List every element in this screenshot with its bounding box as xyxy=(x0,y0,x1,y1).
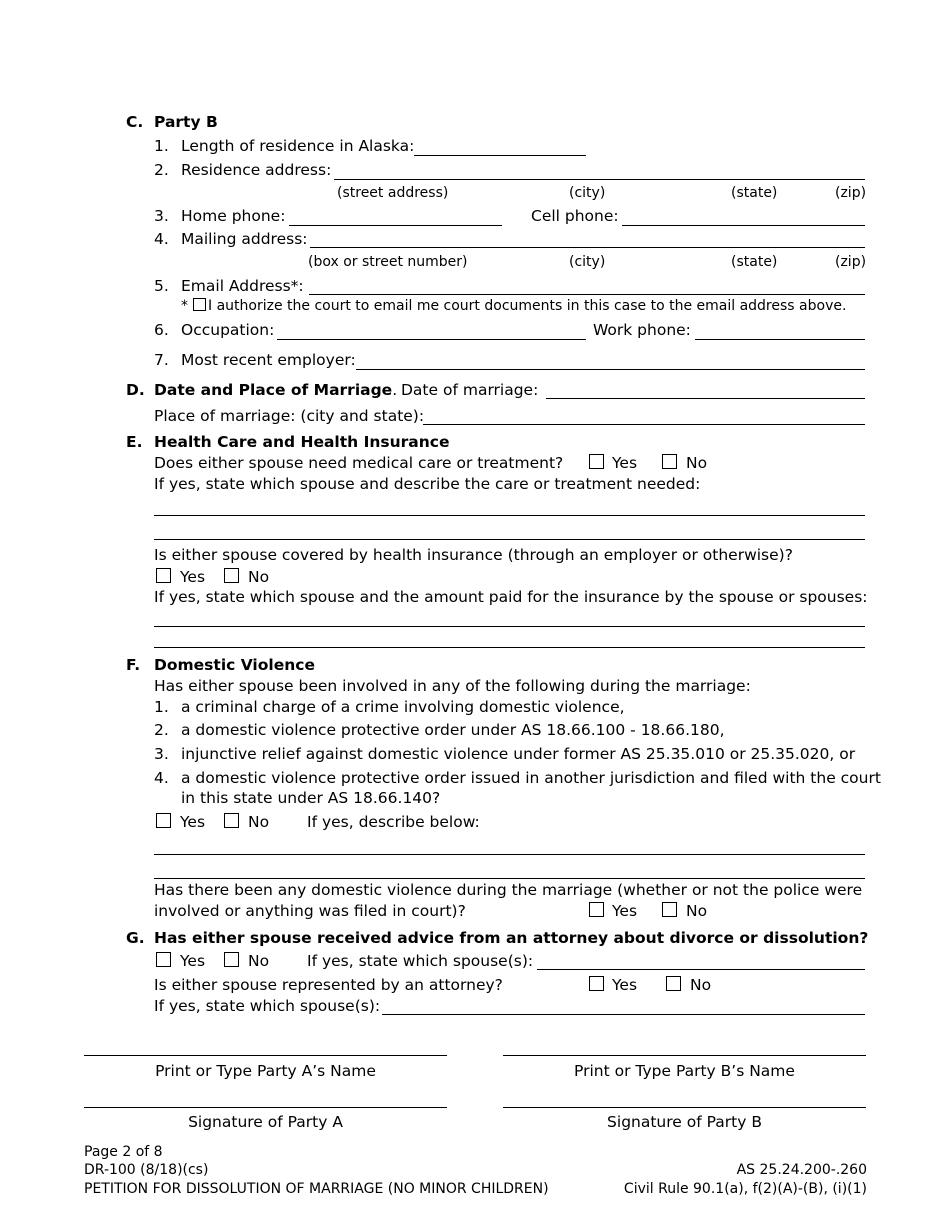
employer-field[interactable] xyxy=(356,369,865,370)
email-consent-checkbox[interactable] xyxy=(193,298,206,311)
insurance-detail-line[interactable] xyxy=(154,647,865,648)
marriage-date-field[interactable] xyxy=(546,398,865,399)
attorney-represented-question: Is either spouse represented by an attorney? xyxy=(154,976,503,994)
party-b-signature-line[interactable] xyxy=(503,1107,866,1108)
item-number: 3. xyxy=(154,745,169,763)
section-g-title: Has either spouse received advice from an attorney about divorce or dissolution? xyxy=(154,929,869,947)
represented-which-label: If yes, state which spouse(s): xyxy=(154,997,381,1015)
medical-care-detail-line[interactable] xyxy=(154,515,865,516)
item-number: 2. xyxy=(154,161,169,179)
party-a-signature-caption: Signature of Party A xyxy=(188,1113,343,1131)
insurance-detail-prompt: If yes, state which spouse and the amount paid for the insurance by the spouse or spouses: xyxy=(154,588,868,606)
email-field[interactable] xyxy=(309,294,865,295)
attorney-advice-no-checkbox[interactable] xyxy=(224,952,239,967)
section-d-period: . xyxy=(392,381,398,399)
no-label: No xyxy=(248,813,270,831)
yes-label: Yes xyxy=(180,568,206,586)
city-caption: (city) xyxy=(569,185,606,201)
represented-no-checkbox[interactable] xyxy=(666,976,681,991)
medical-care-detail-line[interactable] xyxy=(154,539,865,540)
medical-care-yes-checkbox[interactable] xyxy=(589,454,604,469)
dv-describe-line[interactable] xyxy=(154,878,865,879)
yes-label: Yes xyxy=(612,976,638,994)
party-a-name-caption: Print or Type Party A’s Name xyxy=(155,1062,376,1080)
item-number: 1. xyxy=(154,137,169,155)
dv-no-checkbox[interactable] xyxy=(224,813,239,828)
marriage-date-label: Date of marriage: xyxy=(401,381,539,399)
item-number: 3. xyxy=(154,207,169,225)
item-number: 4. xyxy=(154,769,169,787)
dv-item-text: a criminal charge of a crime involving domestic violence, xyxy=(181,698,625,716)
street-address-caption: (street address) xyxy=(337,185,449,201)
zip-caption: (zip) xyxy=(835,254,867,270)
cell-phone-label: Cell phone: xyxy=(531,207,619,225)
occupation-label: Occupation: xyxy=(181,321,275,339)
no-label: No xyxy=(248,568,270,586)
rule-reference: Civil Rule 90.1(a), f(2)(A)-(B), (i)(1) xyxy=(623,1181,867,1197)
residence-length-label: Length of residence in Alaska: xyxy=(181,137,415,155)
item-number: 5. xyxy=(154,277,169,295)
insurance-no-checkbox[interactable] xyxy=(224,568,239,583)
mailing-address-label: Mailing address: xyxy=(181,230,308,248)
party-a-name-line[interactable] xyxy=(84,1055,447,1056)
insurance-yes-checkbox[interactable] xyxy=(156,568,171,583)
represented-which-field[interactable] xyxy=(382,1014,865,1015)
attorney-advice-which-label: If yes, state which spouse(s): xyxy=(307,952,534,970)
dv-marriage-no-checkbox[interactable] xyxy=(662,902,677,917)
section-e-letter: E. xyxy=(126,433,143,451)
dv-yes-checkbox[interactable] xyxy=(156,813,171,828)
consent-asterisk: * xyxy=(181,298,188,314)
form-number: DR-100 (8/18)(cs) xyxy=(84,1162,209,1178)
dv-describe-line[interactable] xyxy=(154,854,865,855)
marriage-place-label: Place of marriage: (city and state): xyxy=(154,407,425,425)
medical-care-question: Does either spouse need medical care or treatment? xyxy=(154,454,564,472)
dv-marriage-question-continued: involved or anything was filed in court)? xyxy=(154,902,466,920)
section-c-letter: C. xyxy=(126,113,144,131)
no-label: No xyxy=(248,952,270,970)
medical-care-no-checkbox[interactable] xyxy=(662,454,677,469)
medical-care-detail-prompt: If yes, state which spouse and describe the care or treatment needed: xyxy=(154,475,701,493)
cell-phone-field[interactable] xyxy=(622,225,865,226)
item-number: 2. xyxy=(154,721,169,739)
dv-item-text-continued: in this state under AS 18.66.140? xyxy=(181,789,441,807)
insurance-question: Is either spouse covered by health insurance (through an employer or otherwise)? xyxy=(154,546,793,564)
section-f-title: Domestic Violence xyxy=(154,656,315,674)
section-f-letter: F. xyxy=(126,656,141,674)
work-phone-field[interactable] xyxy=(695,339,865,340)
party-b-name-line[interactable] xyxy=(503,1055,866,1056)
dv-marriage-question: Has there been any domestic violence during the marriage (whether or not the police were xyxy=(154,881,863,899)
employer-label: Most recent employer: xyxy=(181,351,356,369)
dv-item-text: a domestic violence protective order under AS 18.66.100 - 18.66.180, xyxy=(181,721,725,739)
marriage-place-field[interactable] xyxy=(423,424,865,425)
occupation-field[interactable] xyxy=(277,339,586,340)
yes-label: Yes xyxy=(180,813,206,831)
insurance-detail-line[interactable] xyxy=(154,626,865,627)
party-b-signature-caption: Signature of Party B xyxy=(607,1113,762,1131)
dv-item-text: injunctive relief against domestic violence under former AS 25.35.010 or 25.35.020, or xyxy=(181,745,856,763)
residence-length-field[interactable] xyxy=(414,155,586,156)
zip-caption: (zip) xyxy=(835,185,867,201)
item-number: 4. xyxy=(154,230,169,248)
no-label: No xyxy=(690,976,712,994)
party-a-signature-line[interactable] xyxy=(84,1107,447,1108)
statute-reference: AS 25.24.200-.260 xyxy=(736,1162,867,1178)
section-e-title: Health Care and Health Insurance xyxy=(154,433,450,451)
dv-describe-prompt: If yes, describe below: xyxy=(307,813,480,831)
section-g-letter: G. xyxy=(126,929,145,947)
yes-label: Yes xyxy=(612,902,638,920)
item-number: 1. xyxy=(154,698,169,716)
dv-item-text: a domestic violence protective order issued in another jurisdiction and filed with the court xyxy=(181,769,881,787)
city-caption: (city) xyxy=(569,254,606,270)
represented-yes-checkbox[interactable] xyxy=(589,976,604,991)
yes-label: Yes xyxy=(180,952,206,970)
box-caption: (box or street number) xyxy=(308,254,468,270)
residence-address-label: Residence address: xyxy=(181,161,332,179)
section-d-title: Date and Place of Marriage xyxy=(154,381,393,399)
form-title: PETITION FOR DISSOLUTION OF MARRIAGE (NO MINOR CHILDREN) xyxy=(84,1181,549,1197)
yes-label: Yes xyxy=(612,454,638,472)
attorney-advice-yes-checkbox[interactable] xyxy=(156,952,171,967)
home-phone-field[interactable] xyxy=(289,225,502,226)
item-number: 7. xyxy=(154,351,169,369)
party-b-name-caption: Print or Type Party B’s Name xyxy=(574,1062,795,1080)
attorney-advice-which-field[interactable] xyxy=(537,969,865,970)
domestic-violence-intro: Has either spouse been involved in any of the following during the marriage: xyxy=(154,677,751,695)
email-consent-text: I authorize the court to email me court documents in this case to the email address above. xyxy=(208,298,847,314)
no-label: No xyxy=(686,902,708,920)
state-caption: (state) xyxy=(731,254,778,270)
page-number: Page 2 of 8 xyxy=(84,1144,163,1160)
email-label: Email Address*: xyxy=(181,277,304,295)
section-d-letter: D. xyxy=(126,381,145,399)
section-c-title: Party B xyxy=(154,113,218,131)
section-d-heading xyxy=(154,383,397,399)
mailing-address-field[interactable] xyxy=(310,247,865,248)
residence-address-field[interactable] xyxy=(334,179,865,180)
state-caption: (state) xyxy=(731,185,778,201)
item-number: 6. xyxy=(154,321,169,339)
home-phone-label: Home phone: xyxy=(181,207,286,225)
dv-marriage-yes-checkbox[interactable] xyxy=(589,902,604,917)
no-label: No xyxy=(686,454,708,472)
work-phone-label: Work phone: xyxy=(593,321,691,339)
